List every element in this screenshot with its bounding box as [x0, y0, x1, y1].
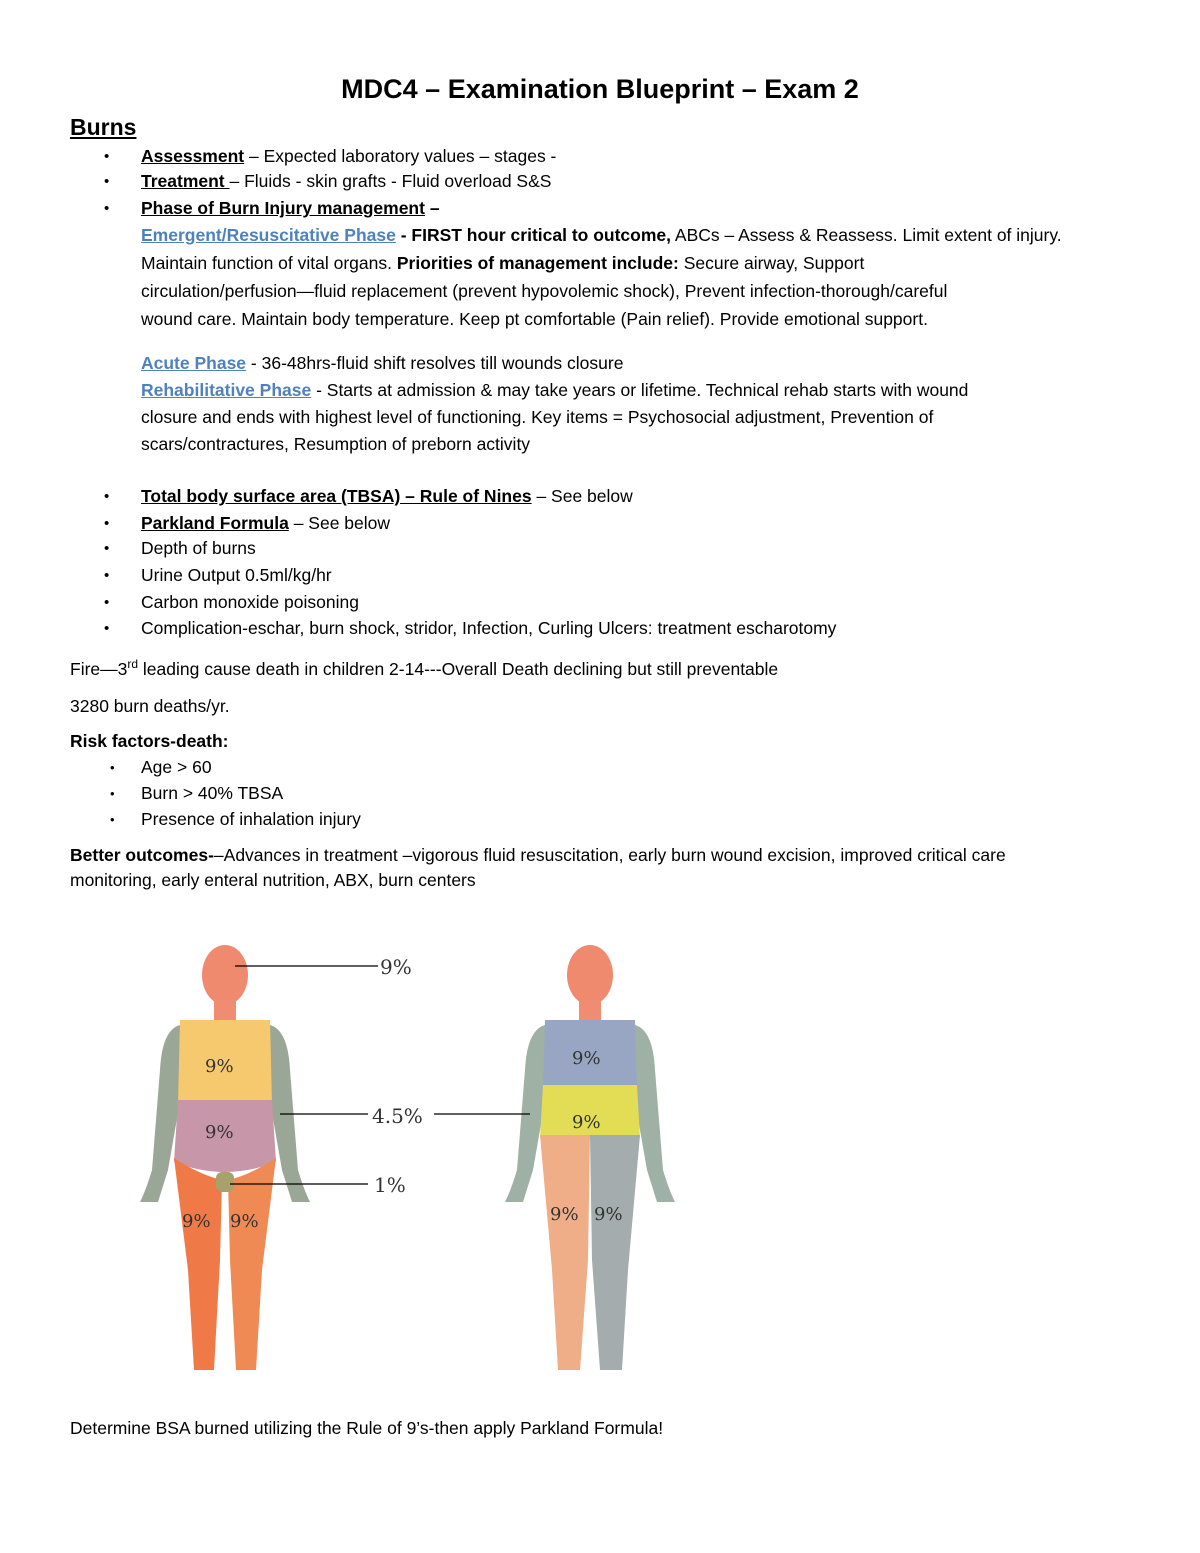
back-left-leg-label: 9%	[550, 1204, 579, 1225]
front-genital-area	[216, 1172, 234, 1192]
bullet-label: Parkland Formula	[141, 513, 289, 533]
emergent-phase-link[interactable]: Emergent/Resuscitative Phase	[141, 225, 396, 245]
front-body-figure	[140, 945, 310, 1370]
back-right-leg-label: 9%	[594, 1204, 623, 1225]
bullet-dot: •	[104, 200, 110, 217]
emergent-bold: - FIRST hour critical to outcome,	[395, 225, 671, 245]
fire-text: Fire—3	[70, 658, 128, 679]
bullet-urine: Urine Output 0.5ml/kg/hr	[141, 565, 332, 585]
section-heading: Burns	[70, 114, 137, 140]
bullet-tbsa	[141, 486, 633, 507]
rule-of-nines-figure	[110, 940, 710, 1400]
bullet-dot: •	[104, 620, 110, 637]
front-abdomen-label: 9%	[205, 1122, 234, 1143]
bullet-depth: Depth of burns	[141, 538, 256, 558]
bullet-co: Carbon monoxide poisoning	[141, 592, 359, 612]
bullet-dot: •	[104, 488, 110, 505]
back-right-leg	[590, 1135, 640, 1370]
front-neck	[214, 1000, 236, 1020]
front-left-leg	[174, 1158, 222, 1370]
bullet-label: Assessment	[141, 146, 245, 166]
emergent-text: Maintain function of vital organs.	[141, 253, 397, 273]
front-head	[202, 945, 248, 1005]
bullet-dot: •	[104, 567, 110, 584]
closing-line: Determine BSA burned utilizing the Rule of 9’s-then apply Parkland Formula!	[70, 1418, 664, 1438]
front-left-leg-label: 9%	[182, 1211, 211, 1232]
rehab-line-2: closure and ends with highest level of functioning. Key items = Psychosocial adjustment, Prevention of	[141, 407, 934, 427]
back-upper-label: 9%	[572, 1048, 601, 1069]
fire-text: leading cause death in children 2-14---Overall Death declining but still preventable	[138, 658, 779, 679]
better-line-1	[70, 845, 1006, 866]
back-body-figure	[505, 945, 675, 1370]
deaths-line: 3280 burn deaths/yr.	[70, 696, 230, 716]
front-left-arm	[140, 1025, 182, 1202]
bullet-parkland	[141, 513, 390, 534]
risk-item: Burn > 40% TBSA	[141, 783, 284, 803]
emergent-line-2	[141, 253, 864, 274]
bullet-label: Phase of Burn Injury management	[141, 198, 425, 218]
front-right-leg	[228, 1158, 276, 1370]
bullet-dot: •	[104, 515, 110, 532]
emergent-line-1	[141, 225, 1062, 246]
front-right-leg-label: 9%	[230, 1211, 259, 1232]
rehab-text: - Starts at admission & may take years or lifetime. Technical rehab starts with wound	[311, 380, 969, 400]
back-neck	[579, 1000, 601, 1020]
fire-line	[70, 657, 778, 680]
bullet-phase	[141, 198, 440, 219]
back-right-arm	[633, 1025, 675, 1202]
head-percent-label: 9%	[380, 955, 412, 979]
page-title: MDC4 – Examination Blueprint – Exam 2	[341, 74, 859, 104]
bullet-dot: •	[110, 812, 115, 827]
rehab-line-1	[141, 380, 968, 401]
better-bold: Better outcomes-	[70, 845, 214, 865]
bullet-text: – See below	[288, 513, 391, 533]
back-head	[567, 945, 613, 1005]
better-text: –Advances in treatment –vigorous fluid resuscitation, early burn wound excision, improved critical care	[213, 845, 1006, 865]
bullet-text: – Expected laboratory values – stages -	[244, 146, 557, 166]
bullet-dot: •	[104, 540, 110, 557]
rehab-line-3: scars/contractures, Resumption of preborn activity	[141, 434, 531, 454]
back-lower-label: 9%	[572, 1112, 601, 1133]
bullet-treatment	[141, 171, 551, 192]
back-left-leg	[540, 1135, 590, 1370]
front-chest-label: 9%	[205, 1056, 234, 1077]
bullet-label: Total body surface area (TBSA) – Rule of Nines	[141, 486, 532, 506]
risk-heading: Risk factors-death:	[70, 731, 229, 751]
risk-item: Age > 60	[141, 757, 212, 777]
emergent-bold: Priorities of management include:	[396, 253, 679, 273]
bullet-dot: •	[110, 786, 115, 801]
bullet-dot: •	[110, 760, 115, 775]
risk-item: Presence of inhalation injury	[141, 809, 361, 829]
bullet-complication: Complication-eschar, burn shock, stridor, Infection, Curling Ulcers: treatment escharotomy	[141, 618, 837, 638]
emergent-line-4: wound care. Maintain body temperature. Keep pt comfortable (Pain relief). Provide emotional support.	[141, 309, 928, 329]
bullet-dot: •	[104, 594, 110, 611]
bullet-text: – Fluids - skin grafts - Fluid overload S&S	[229, 171, 552, 191]
bullet-dot: •	[104, 148, 110, 165]
bullet-text: – See below	[531, 486, 633, 506]
genital-percent-label: 1%	[374, 1173, 406, 1197]
acute-phase-link[interactable]: Acute Phase	[141, 353, 247, 373]
acute-text: - 36-48hrs-fluid shift resolves till wounds closure	[246, 353, 624, 373]
bullet-dot: •	[104, 173, 110, 190]
fire-sup: rd	[127, 657, 139, 671]
bullet-text: –	[424, 198, 440, 218]
better-line-2: monitoring, early enteral nutrition, ABX, burn centers	[70, 870, 476, 890]
bullet-assessment	[141, 146, 556, 167]
bullet-label: Treatment	[141, 171, 230, 191]
emergent-text: Secure airway, Support	[678, 253, 865, 273]
acute-line	[141, 353, 623, 374]
rehab-phase-link[interactable]: Rehabilitative Phase	[141, 380, 312, 400]
arm-percent-label: 4.5%	[372, 1104, 423, 1128]
emergent-line-3: circulation/perfusion—fluid replacement (prevent hypovolemic shock), Prevent infection-thorough/careful	[141, 281, 948, 301]
emergent-text: ABCs – Assess & Reassess. Limit extent of injury.	[671, 225, 1062, 245]
